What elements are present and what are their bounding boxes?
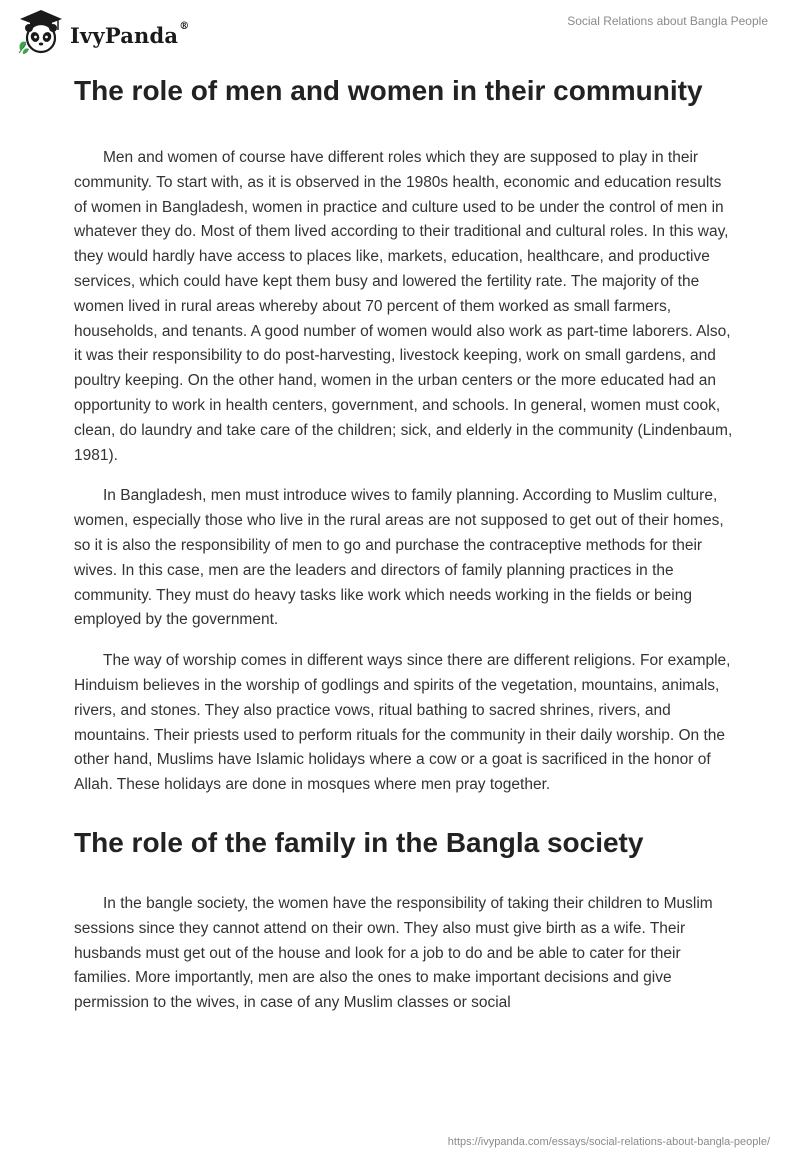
paragraph: In Bangladesh, men must introduce wives to family planning. According to Muslim culture, women, especially those who live in the rural areas are not supposed to get out of their homes, so it is also the responsibility of men to go and purchase the contraceptive methods for their wives. In this case, men are the leaders and directors of family planning practices in the community. They must do heavy tasks like work which needs working in the fields or being employed by the government. (74, 487, 724, 629)
section-heading-family: The role of the family in the Bangla society (74, 826, 644, 858)
brand-name-text: IvyPanda (70, 22, 179, 48)
section-heading-roles: The role of men and women in their community (74, 75, 703, 106)
paragraph: The way of worship comes in different ways since there are different religions. For example, Hinduism believes in the worship of godlings and spirits of the vegetation, mountains, animals, rivers, and stones. They also practice vows, ritual bathing to sacred shrines, rivers, and mountains. Their priests used to perform rituals for the community in their daily worship. On the other hand, Muslims have Islamic holidays where a cow or a goat is sacrificed in the honor of Allah. These holidays are done in mosques where men pray together. (74, 652, 731, 794)
registered-mark: ® (179, 20, 190, 32)
paragraph: Men and women of course have different roles which they are supposed to play in their community. To start with, as it is observed in the 1980s health, economic and education results of women in Bangladesh, women in practice and culture used to be under the control of men in whatever they do. Most of them lived according to their traditional and cultural roles. In this way, they would hardly have access to places like, markets, education, healthcare, and productive services, which could have kept them busy and lowered the fertility rate. The majority of the women lived in rural areas whereby about 70 percent of them worked as small farmers, households, and tenants. A good number of women would also work as part-time laborers. Also, it was their responsibility to do post-harvesting, livestock keeping, work on small gardens, and poultry keeping. On the other hand, women in the urban centers or the more educated had an opportunity to work in health centers, government, and schools. In general, women must cook, clean, do laundry and take care of the children; sick, and elderly in the community (Lindenbaum, 1981). (74, 149, 733, 464)
essay-content (74, 70, 734, 1016)
panda-logo-icon (14, 6, 68, 60)
ivypanda-logo[interactable] (14, 6, 189, 60)
paragraph: In the bangle society, the women have the responsibility of taking their children to Muslim sessions since they cannot attend on their own. They also must give birth as a wife. Their husbands must get out of the house and look for a job to do and be able to cater for their families. More importantly, men are also the ones to make important decisions and give permission to the wives, in case of any Muslim classes or social (74, 894, 713, 1012)
document-header-title: Social Relations about Bangla People (567, 14, 768, 28)
page-header (0, 0, 800, 64)
brand-name (70, 20, 190, 48)
source-url[interactable]: https://ivypanda.com/essays/social-relations-about-bangla-people/ (447, 1136, 770, 1148)
